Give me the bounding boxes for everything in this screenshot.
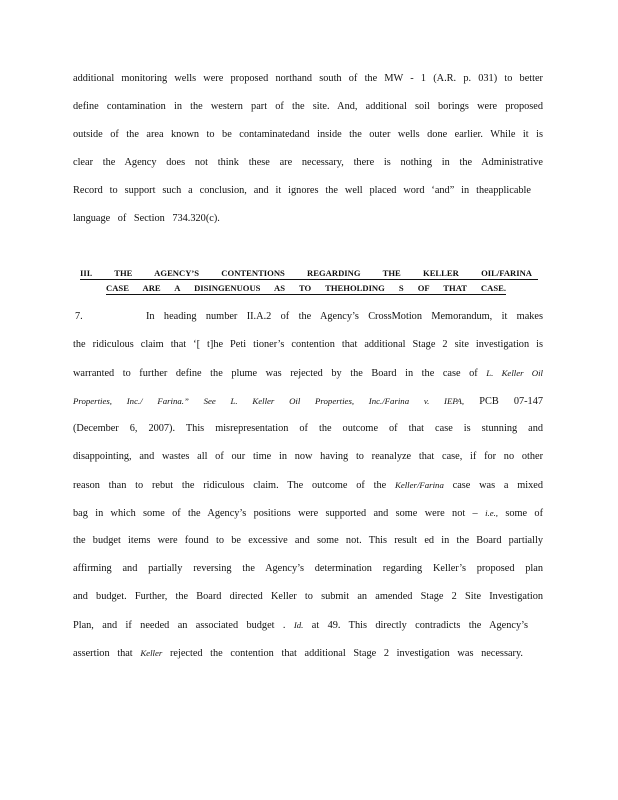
body-text-line: and budget. Further, the Board directed Keller to submit an amended Stage 2 Site Investigation [73, 591, 543, 602]
text-run: case was a mixed [452, 480, 543, 491]
text-run: some of [505, 508, 544, 519]
case-name-italic: L. Keller Oil [486, 368, 543, 378]
body-text-line: define contamination in the western part of the site. And, additional soil borings were proposed [73, 101, 543, 112]
body-text-line: disappointing, and wastes all of our time in now having to reanalyze that case, if for no other [73, 451, 543, 462]
case-name-italic: Properties, Inc./ Farina.” See L. Keller Oil Properties, Inc./Farina v. IEPA, [73, 396, 465, 406]
heading-underline [106, 294, 506, 295]
body-text-line: additional monitoring wells were proposed northand south of the MW - 1 (A.R. p. 031) to better [73, 73, 543, 84]
case-name-italic: Keller [140, 648, 163, 658]
body-text-line [73, 366, 543, 381]
body-text-line [73, 394, 543, 409]
body-text-line [73, 646, 523, 661]
body-text-line: affirming and partially reversing the Agency’s determination regarding Keller’s proposed plan [73, 563, 543, 574]
text-run: assertion that [73, 648, 133, 659]
text-run: rejected the contention that additional Stage 2 investigation was necessary. [169, 648, 524, 659]
body-text-line: outside of the area known to be contaminatedand inside the outer wells done earlier. While it is [73, 129, 543, 140]
section-heading-line-1: III. THE AGENCY’S CONTENTIONS REGARDING THE KELLER OIL/FARINA [80, 268, 532, 278]
text-run: warranted to further define the plume was rejected by the Board in the case of [73, 368, 478, 379]
paragraph-number: 7. [75, 311, 83, 322]
section-heading-line-2: CASE ARE A DISINGENUOUS AS TO THEHOLDING S OF THAT CASE. [106, 283, 506, 293]
body-text-line: the budget items were found to be excessive and some not. This result ed in the Board partially [73, 535, 543, 546]
case-name-italic: Keller/Farina [394, 480, 444, 490]
body-text-line: (December 6, 2007). This misrepresentation of the outcome of that case is stunning and [73, 423, 543, 434]
body-text-line: language of Section 734.320(c). [73, 213, 220, 224]
body-text-line: In heading number II.A.2 of the Agency’s CrossMotion Memorandum, it makes [146, 311, 543, 322]
body-text-line [73, 506, 543, 521]
body-text-line [73, 478, 543, 493]
latin-abbrev-italic: i.e., [485, 508, 499, 518]
body-text-line [73, 618, 528, 633]
text-run: PCB 07-147 [479, 396, 543, 407]
body-text-line: Record to support such a conclusion, and it ignores the well placed word ‘and” in theapplicable [73, 185, 531, 196]
heading-underline [80, 279, 538, 280]
body-text-line: clear the Agency does not think these are necessary, there is nothing in the Administrative [73, 157, 543, 168]
text-run: bag in which some of the Agency’s positions were supported and some were not – [73, 508, 478, 519]
text-run: reason than to rebut the ridiculous claim. The outcome of the [73, 480, 387, 491]
body-text-line: the ridiculous claim that ‘[ t]he Peti tioner’s contention that additional Stage 2 site investigation is [73, 339, 543, 350]
text-run: at 49. This directly contradicts the Agency’s [311, 620, 528, 631]
text-run: Plan, and if needed an associated budget . [73, 620, 286, 631]
citation-italic: Id. [293, 620, 304, 630]
